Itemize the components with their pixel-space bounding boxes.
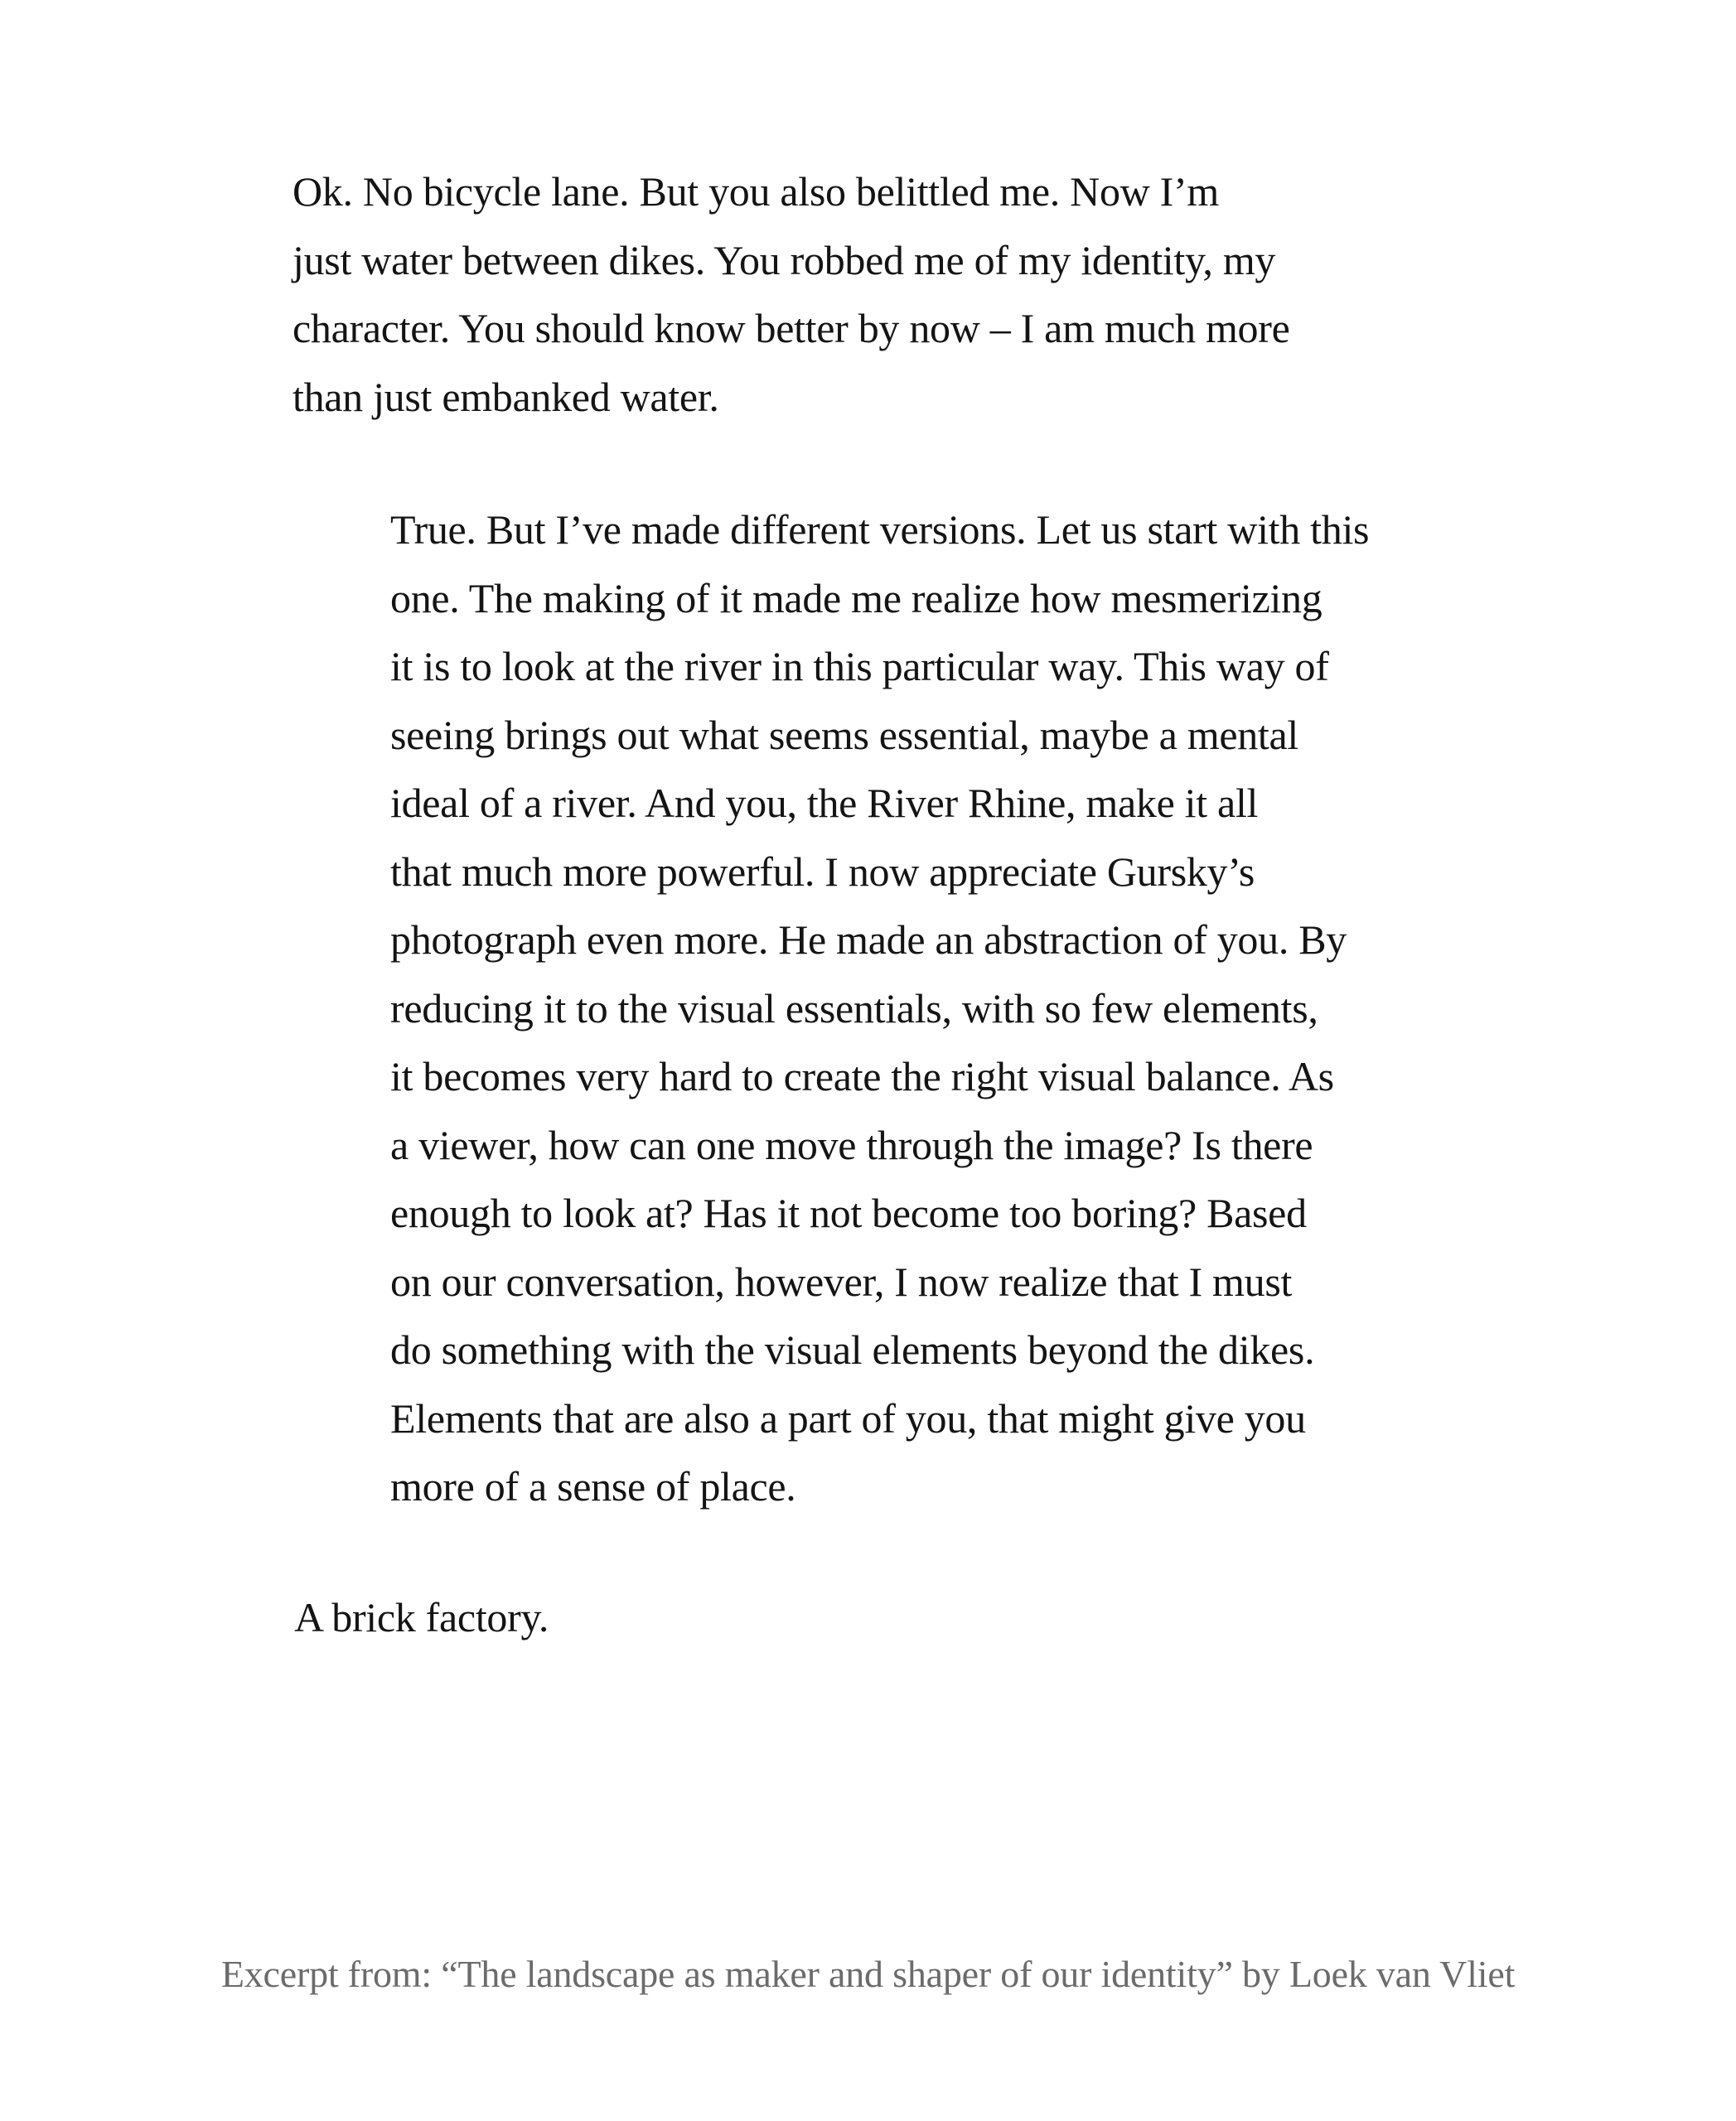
excerpt-attribution: Excerpt from: “The landscape as maker and shaper of our identity” by Loek van Vliet — [220, 1953, 1516, 1995]
text-line: on our conversation, however, I now realize that I must — [390, 1258, 1293, 1305]
text-line: enough to look at? Has it not become too boring? Based — [390, 1190, 1307, 1236]
text-line: character. You should know better by now – I am much more — [293, 305, 1290, 351]
text-line: reducing it to the visual essentials, with so few elements, — [390, 984, 1318, 1032]
text-line: that much more powerful. I now appreciate Gursky’s — [390, 848, 1255, 895]
text-line: one. The making of it made me realize how mesmerizing — [390, 574, 1323, 621]
paragraph-photographer-reply — [390, 495, 1369, 1521]
text-line: A brick factory. — [294, 1594, 549, 1640]
text-line: it becomes very hard to create the right visual balance. As — [390, 1053, 1334, 1099]
text-line: Ok. No bicycle lane. But you also belittled me. Now I’m — [293, 168, 1219, 215]
text-line: more of a sense of place. — [390, 1463, 796, 1510]
text-line: a viewer, how can one move through the image? Is there — [390, 1121, 1313, 1168]
paragraph-river-reply — [294, 1583, 549, 1652]
text-line: it is to look at the river in this particular way. This way of — [390, 643, 1329, 689]
text-line: just water between dikes. You robbed me of my identity, my — [293, 236, 1276, 283]
paragraph-river-voice — [293, 157, 1289, 431]
text-line: photograph even more. He made an abstraction of you. By — [390, 916, 1347, 963]
text-line: than just embanked water. — [293, 373, 719, 420]
text-line: seeing brings out what seems essential, maybe a mental — [390, 711, 1299, 758]
text-line: do something with the visual elements beyond the dikes. — [390, 1326, 1315, 1373]
text-line: Elements that are also a part of you, that might give you — [390, 1394, 1306, 1442]
text-line: True. But I’ve made different versions. Let us start with this — [390, 506, 1370, 553]
text-line: ideal of a river. And you, the River Rhine, make it all — [390, 780, 1259, 826]
